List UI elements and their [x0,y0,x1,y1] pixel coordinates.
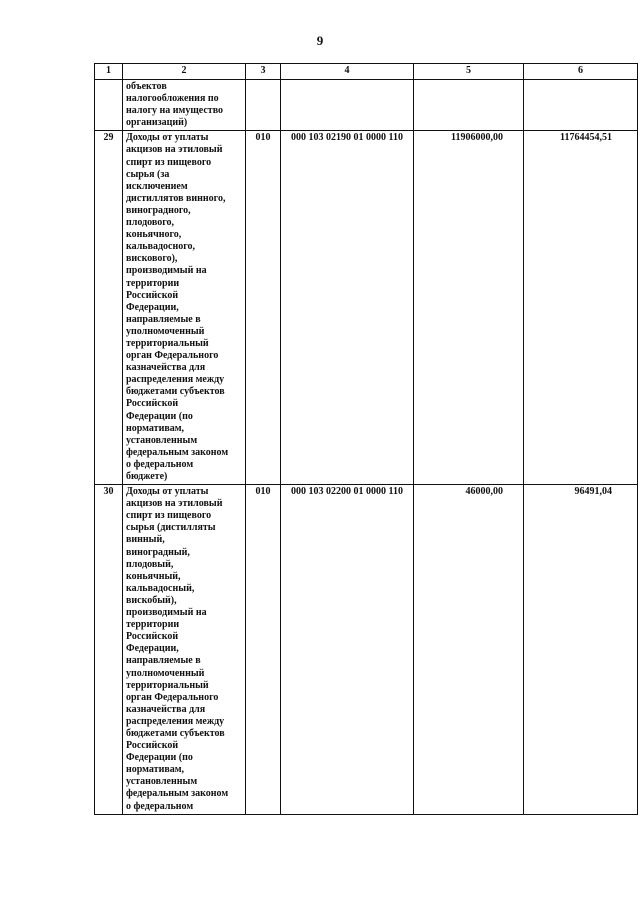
description-line: организаций) [126,117,188,129]
description-line: Доходы от уплаты [126,132,209,144]
description-line: распределения между [126,374,225,386]
column-header-1: 1 [95,64,123,80]
description-line: территориальный [126,337,209,349]
row-actual-amount: 11764454,51 [524,131,638,485]
description-line: кальвадосного, [126,241,196,253]
description-line: плодовый, [126,558,174,570]
description-line: Федерации (по [126,752,193,764]
description-line: Доходы от уплаты [126,486,209,498]
description-line: установленным [126,434,198,446]
description-line: винный, [126,534,165,546]
column-header-6: 6 [524,64,638,80]
description-line: бюджете) [126,471,168,482]
description-line: нормативам, [126,764,185,776]
description-line: спирт из пищевого [126,510,212,522]
description-line: спирт из пищевого [126,156,212,168]
description-line: орган Федерального [126,350,219,362]
description-line: Российской [126,631,179,643]
table-row [95,485,638,815]
description-line: Российской [126,289,179,301]
description-line: территории [126,277,180,289]
row-kbk: 000 103 02190 01 0000 110 [281,131,414,485]
row-code [246,80,281,131]
row-description [123,131,246,485]
row-actual-amount: 96491,04 [524,485,638,815]
description-line: сырья (дистилляты [126,522,216,534]
description-line: Российской [126,398,179,410]
row-description [123,485,246,815]
description-line: акцизов на этиловый [126,144,223,156]
row-actual-amount [524,80,638,131]
description-line: кальвадосный, [126,582,195,594]
description-line: акцизов на этиловый [126,498,223,510]
column-header-3: 3 [246,64,281,80]
description-line: территории [126,619,180,631]
description-line: Федерации (по [126,410,193,422]
page-number: 9 [316,33,324,48]
description-line: виноградного, [126,204,191,216]
description-line: распределения между [126,715,225,727]
description-line: бюджетами субъектов [126,727,225,739]
description-line: вискового), [126,253,178,265]
description-line: виноградный, [126,546,190,558]
description-line: производимый на [126,607,207,619]
description-line: о федеральном [126,458,194,470]
description-line: коньячный, [126,570,181,582]
description-line: Федерации, [126,643,179,655]
description-line: сырья (за [126,168,170,180]
description-line: уполномоченный [126,325,205,337]
description-line: Российской [126,740,179,752]
row-kbk [281,80,414,131]
description-line: бюджетами субъектов [126,386,225,398]
description-line: вискобый), [126,594,177,606]
description-line: коньячного, [126,229,182,241]
row-planned-amount [414,80,524,131]
description-line: налогу на имущество [126,105,224,117]
description-line: уполномоченный [126,667,205,679]
row-planned-amount: 46000,00 [414,485,524,815]
description-line: дистиллятов винного, [126,192,226,204]
description-line: направляемые в [126,313,201,325]
description-line: плодового, [126,217,175,229]
description-line: объектов [126,81,167,92]
column-header-2: 2 [123,64,246,80]
row-number [95,80,123,131]
description-line: производимый на [126,265,207,277]
description-line: исключением [126,180,188,192]
description-line: налогообложения по [126,93,219,105]
description-line: территориальный [126,679,209,691]
description-line: нормативам, [126,422,185,434]
description-line: Федерации, [126,301,179,313]
revenue-table [94,63,638,815]
row-description [123,80,246,131]
row-number: 29 [95,131,123,485]
column-header-4: 4 [281,64,414,80]
column-header-5: 5 [414,64,524,80]
description-line: установленным [126,776,198,788]
row-kbk: 000 103 02200 01 0000 110 [281,485,414,815]
description-line: казначейства для [126,362,206,374]
description-line: направляемые в [126,655,201,667]
table-header-row [95,64,638,80]
table-row [95,80,638,131]
row-code: 010 [246,131,281,485]
table-row [95,131,638,485]
table-body [95,80,638,815]
description-line: федеральным законом [126,788,229,800]
description-line: федеральным законом [126,446,229,458]
description-line: о федеральном [126,800,194,812]
row-number: 30 [95,485,123,815]
description-line: казначейства для [126,703,206,715]
description-line: орган Федерального [126,691,219,703]
row-code: 010 [246,485,281,815]
row-planned-amount: 11906000,00 [414,131,524,485]
